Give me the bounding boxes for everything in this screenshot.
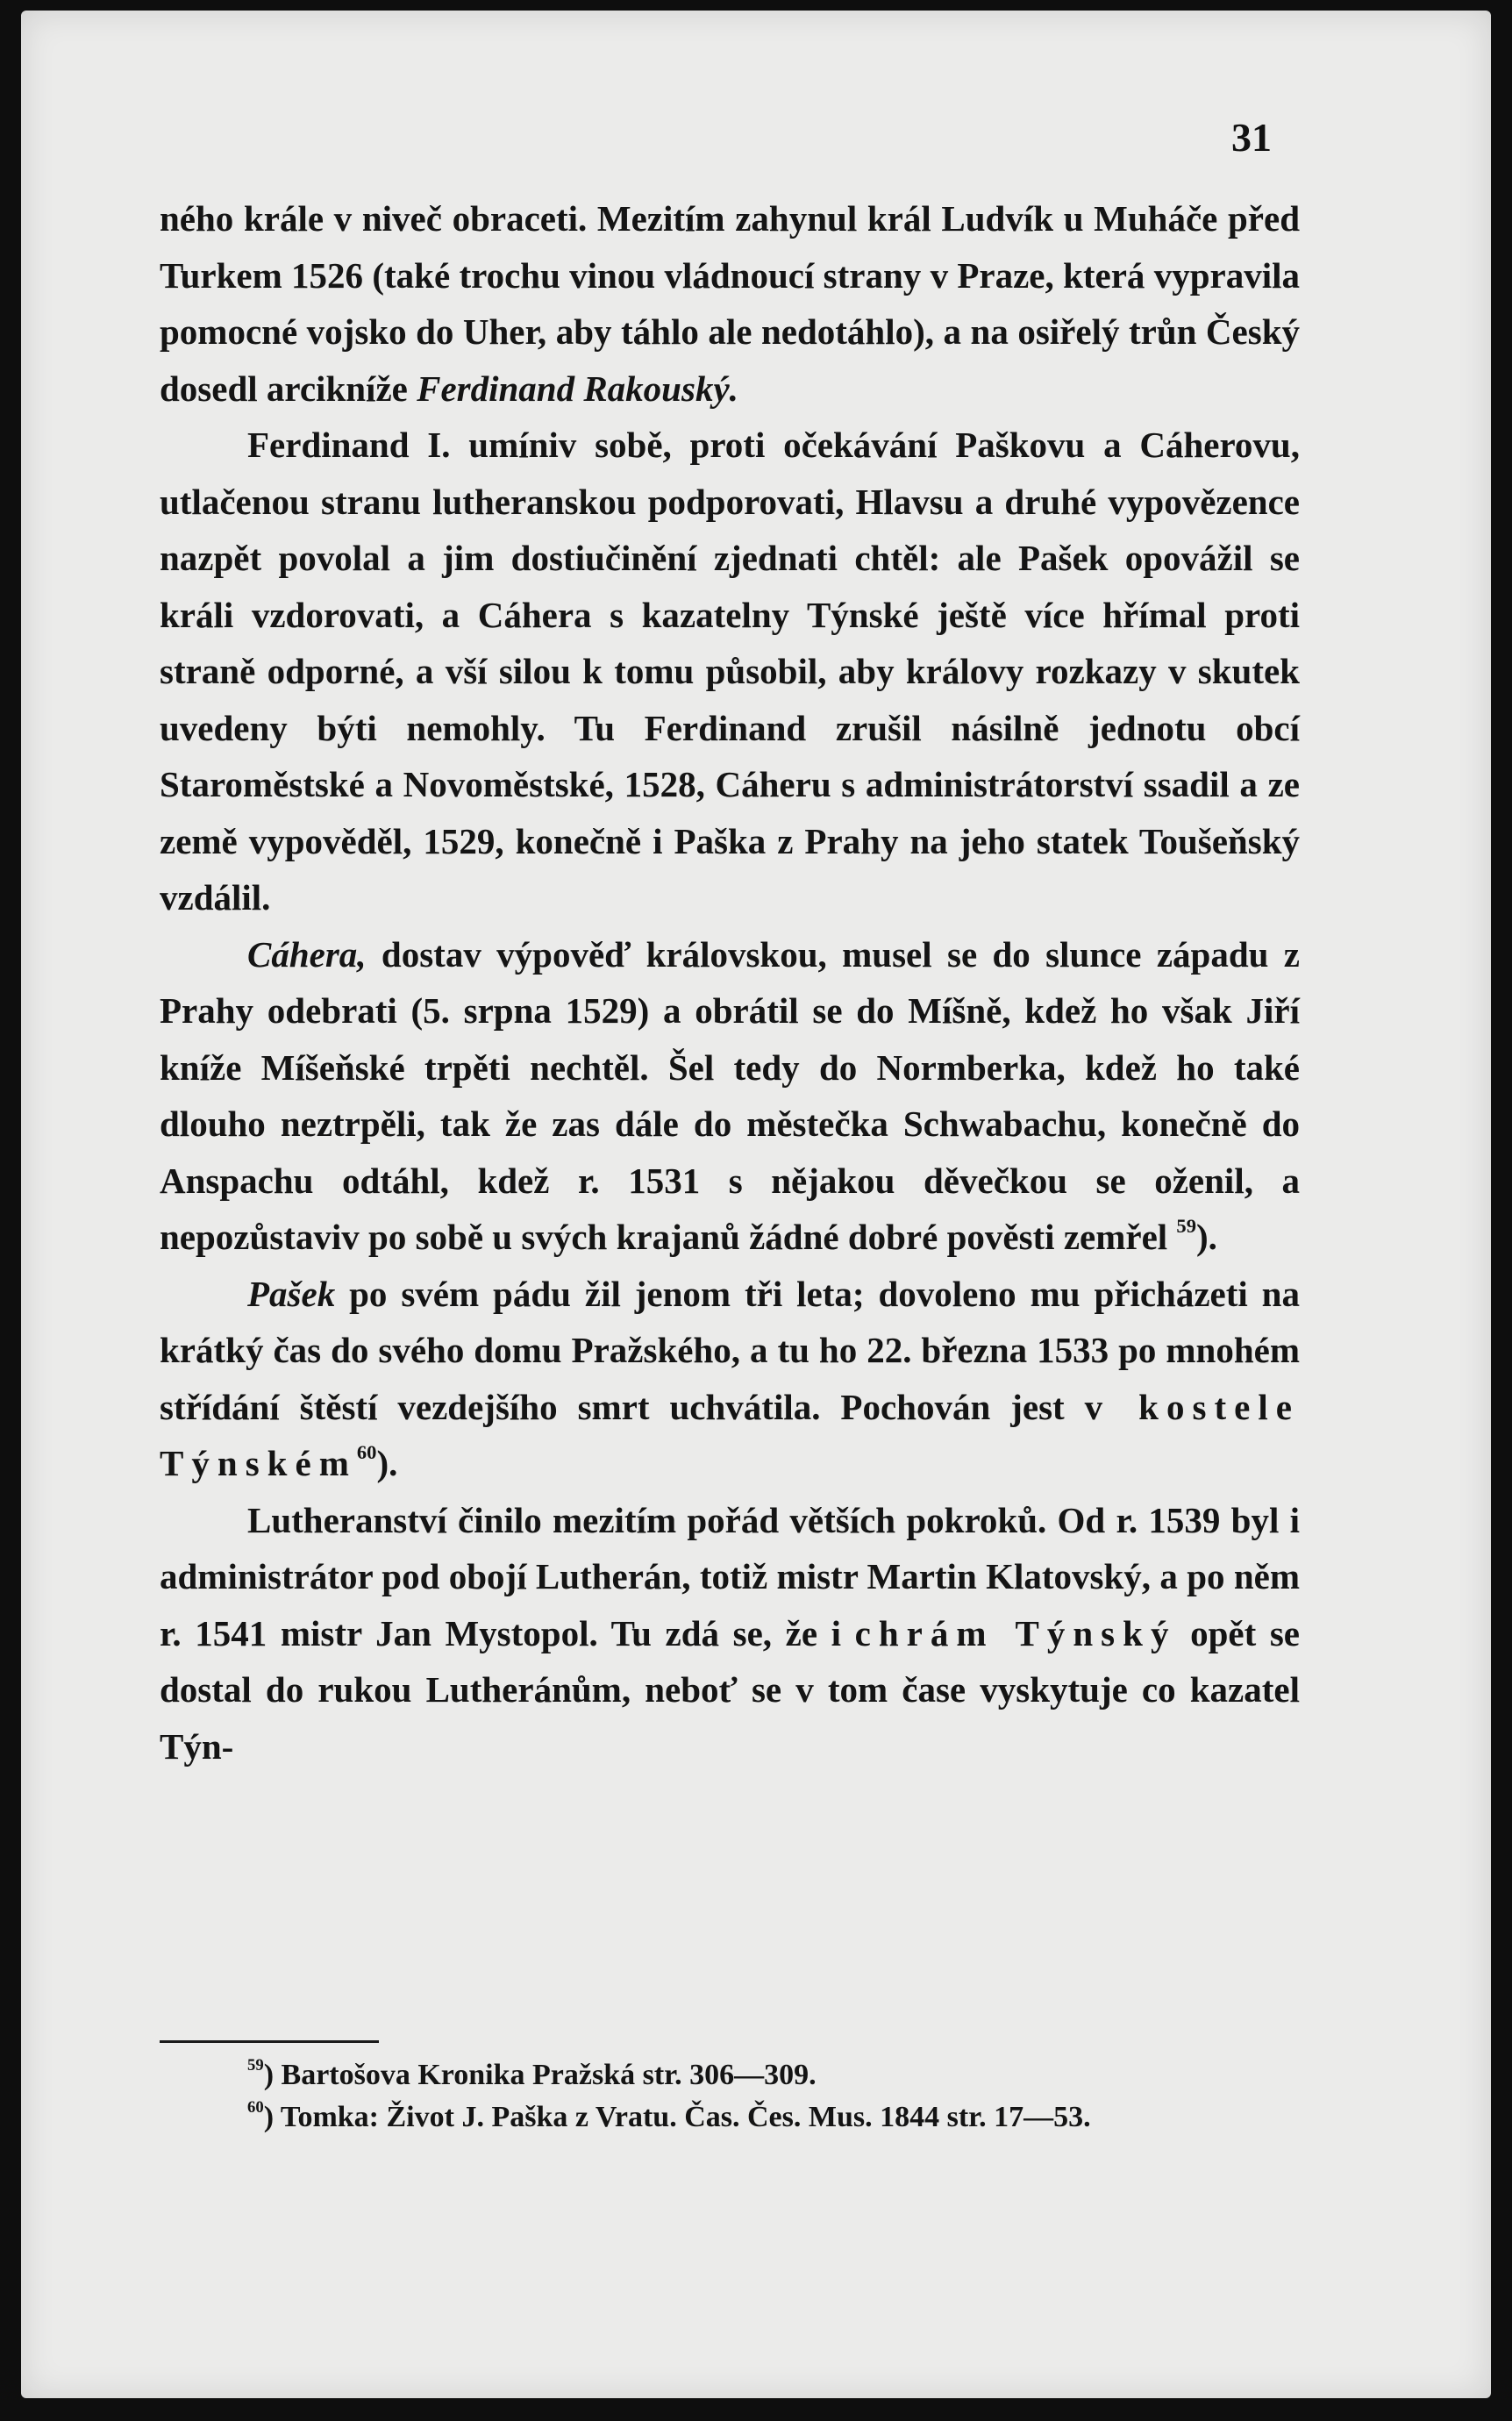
text-run: Lutheranství činilo mezitím pořád větších pokroků. Od r. 1539 byl i administrátor pod obojí Lutherán, totiž mistr Martin Klatovský, a po něm r. 1541 mistr Jan Mystopol. Tu zdá se, že i — [160, 1499, 1300, 1653]
text-run: ). — [376, 1443, 398, 1483]
text-run: v kostele Týnském — [160, 1386, 1300, 1483]
footnote-ref: 59 — [1176, 1214, 1196, 1237]
footnote-ref: 60 — [356, 1440, 377, 1463]
footnote — [160, 2054, 1300, 2096]
text-run: opět se dostal do rukou Lutheránům, neboť se v tom čase vyskytuje co kazatel Týn- — [160, 1612, 1300, 1767]
footnote-mark: 60 — [247, 2098, 264, 2117]
text-run: po svém pádu žil jenom tři leta; dovoleno mu přicházeti na krátký čas do svého domu Pražského, a tu ho 22. března 1533 po mnohém střídání štěstí vezdejšího smrt uchvátila. Pochován jest — [160, 1273, 1300, 1427]
footnote-text: ) Tomka: Život J. Paška z Vratu. Čas. Čes. Mus. 1844 str. 17—53. — [263, 2101, 1091, 2133]
text-run: ného krále v niveč obraceti. Mezitím zahynul král Ludvík u Muháče před Turkem 1526 (také trochu vinou vládnoucí strany v Praze, která vypravila pomocné vojsko do Uher, aby táhlo ale nedotáhlo), a na osiřelý trůn Český dosedl arcikníže — [160, 198, 1300, 409]
footnote-text: ) Bartošova Kronika Pražská str. 306—309. — [263, 2059, 817, 2091]
paragraph — [160, 1266, 1300, 1492]
footnotes — [160, 2054, 1300, 2139]
footnote-rule — [160, 2040, 379, 2043]
text-run: chrám Týnský — [854, 1612, 1177, 1653]
paragraph — [160, 190, 1300, 417]
text-run: dostav výpověď královskou, musel se do slunce západu z Prahy odebrati (5. srpna 1529) a obrátil se do Míšně, kdež ho však Jiří kníže Míšeňské trpěti nechtěl. Šel tedy do Normberka, kdež ho také dlouho neztrpěli, tak že zas dále do městečka Schwabachu, konečně do Anspachu odtáhl, kdež r. 1531 s nějakou děvečkou se oženil, a nepozůstaviv po sobě u svých krajanů žádné dobré pověsti zemřel — [160, 933, 1300, 1257]
text-run: Ferdinand I. umíniv sobě, proti očekávání Paškovu a Cáherovu, utlačenou stranu lutheranskou podporovati, Hlavsu a druhé vypovězence nazpět povolal a jim dostiučinění zjednati chtěl: ale Pašek opovážil se králi vzdorovati, a Cáhera s kazatelny Týnské ještě více hřímal proti straně odporné, a vší silou k tomu působil, aby královy rozkazy v skutek uvedeny býti nemohly. Tu Ferdinand zrušil násilně jednotu obcí Staroměstské a Novoměstské, 1528, Cáheru s administrátorství ssadil a ze země vypověděl, 1529, konečně i Paška z Prahy na jeho statek Toušeňský vzdálil. — [160, 425, 1300, 918]
text-run: Pašek — [247, 1273, 336, 1314]
text-run: ). — [1195, 1217, 1217, 1257]
footnote-mark: 59 — [247, 2056, 264, 2075]
text-run: Cáhera, — [247, 933, 367, 975]
body-text — [160, 190, 1300, 1775]
page-number: 31 — [1231, 115, 1272, 160]
text-run: Ferdinand Rakouský. — [417, 368, 738, 409]
paragraph — [160, 926, 1300, 1266]
paragraph — [160, 417, 1300, 926]
paragraph — [160, 1492, 1300, 1775]
book-page — [21, 11, 1491, 2398]
footnote — [160, 2096, 1300, 2139]
